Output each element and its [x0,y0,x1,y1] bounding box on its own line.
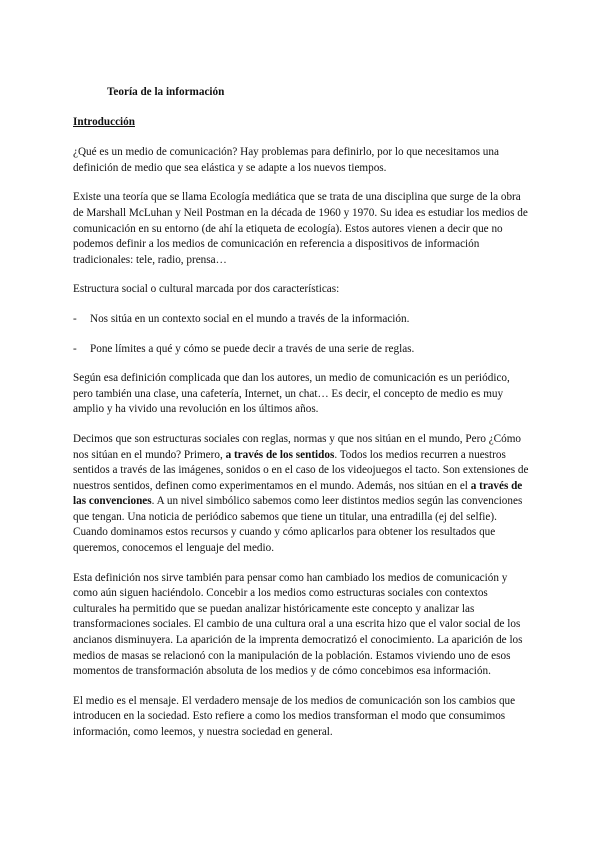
paragraph-4: Según esa definición complicada que dan los autores, un medio de comunicación es un periódico, pero también una clase, una cafetería, Internet, un chat… Es decir, el concepto de medio es muy amplio y ha vivido una revolución en los últimos años. [73,372,510,416]
paragraph-2: Existe una teoría que se llama Ecología mediática que se trata de una disciplina que surge de la obra de Marshall McLuhan y Neil Postman en la década de 1960 y 1970. Su idea es estudiar los medios de comunicación en su entorno (de ahí la etiqueta de ecología). Estos autores vienen a decir que no podemos definir a los medios de comunicación en referencia a dispositivos de información tradicionales: tele, radio, prensa… [73,191,528,266]
bullet-item [73,342,531,358]
section-heading: Introducción [73,115,135,128]
paragraph-3: Estructura social o cultural marcada por dos características: [73,283,340,296]
paragraph-1: ¿Qué es un medio de comunicación? Hay problemas para definirlo, por lo que necesitamos una definición de medio que sea elástica y se adapte a los nuevos tiempos. [73,146,499,174]
document-title: Teoría de la información [107,86,225,98]
paragraph-5-text-a: Decimos que son estructuras sociales con reglas, normas y que nos sitúan en el mundo, Pero ¿Cómo nos sitúan en el mundo? Primero, [73,432,522,461]
bullet-dash: - [73,342,77,355]
bullet-dash: - [73,312,77,325]
emphasis-conventions: a través de las convenciones [73,479,523,508]
bullet-text: Nos sitúa en un contexto social en el mundo a través de la información. [90,312,410,325]
paragraph-5 [73,432,531,557]
paragraph-7: El medio es el mensaje. El verdadero mensaje de los medios de comunicación son los cambios que introducen en la sociedad. Esto refiere a como los medios transforman el modo que consumimos información, como leemos, y nuestra sociedad en general. [73,694,516,738]
document-body [73,85,531,755]
paragraph-5-text-c: . Todos los medios recurren a nuestros sentidos a través de las imágenes, sonidos o en el caso de los videojuegos el tacto. Son extensiones de nuestros sentidos, definen como experimentamos en el mundo. Además, nos sitúan en el [73,448,529,492]
paragraph-6: Esta definición nos sirve también para pensar como han cambiado los medios de comunicación y como aún siguen haciéndolo. Concebir a los medios como estructuras sociales con contextos culturales ha permitido que se puedan analizar históricamente este concepto y analizar las transformaciones sociales. El cambio de una cultura oral a una escrita hizo que el valor social de los ancianos disminuyera. La aparición de la imprenta democratizó el conocimiento. La aparición de los medios de masas se relacionó con la manipulación de la población. Estamos viviendo uno de esos momentos de transformación absoluta de los medios y de cómo concebimos esa información. [73,571,523,678]
emphasis-senses: a través de los sentidos [225,448,335,461]
bullet-text: Pone límites a qué y cómo se puede decir a través de una serie de reglas. [90,342,415,355]
bullet-item [73,312,531,328]
paragraph-5-text-e: . A un nivel simbólico sabemos como leer distintos medios según las convenciones que tengan. Una noticia de periódico sabemos que tiene un titular, una entradilla (ej del selfie). Cuando dominamos estos recursos y cuando y cómo aplicarlos para obtener los resultados que queremos, conocemos el lenguaje del medio. [73,495,523,555]
